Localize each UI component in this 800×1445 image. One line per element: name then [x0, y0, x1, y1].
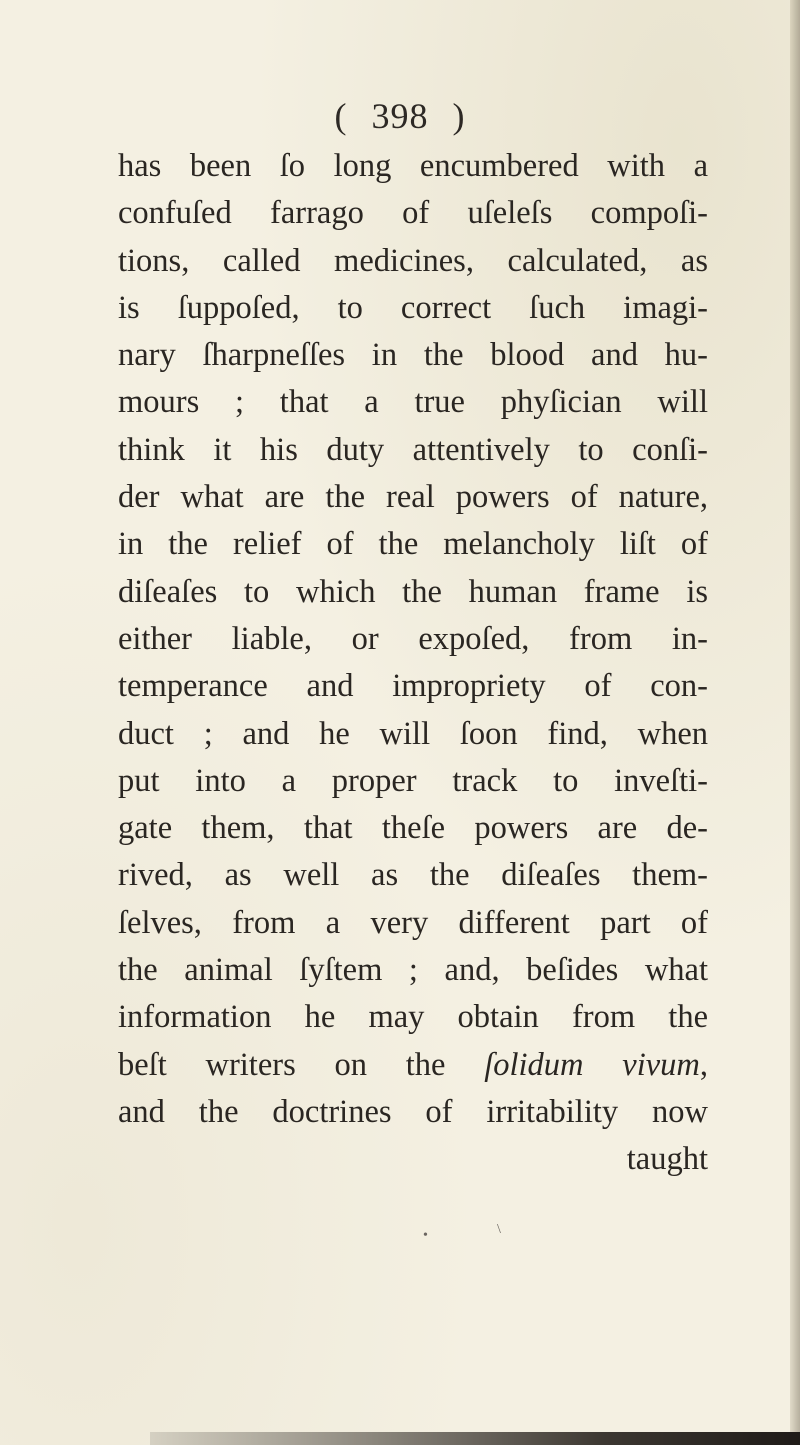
- paren-open: (: [334, 96, 348, 136]
- text-line: ſelves, from a very different part of: [118, 904, 708, 941]
- page-edge-shadow: [790, 0, 800, 1445]
- ink-speck: \: [497, 1222, 501, 1237]
- text-line: is ſuppoſed, to correct ſuch imagi-: [118, 289, 708, 326]
- page-header: [0, 96, 800, 136]
- italic-phrase: ſolidum vivum: [484, 1046, 700, 1083]
- text-line: rived, as well as the diſeaſes them-: [118, 857, 708, 894]
- body-text: [118, 143, 708, 1184]
- text-line: confuſed farrago of uſeleſs compoſi-: [118, 195, 708, 232]
- text-line: put into a proper track to inveſti-: [118, 762, 708, 799]
- page-number: 398: [371, 96, 429, 136]
- ink-speck: •: [423, 1228, 428, 1243]
- bottom-edge-shadow: [150, 1432, 800, 1445]
- text-line-mixed: [118, 1042, 708, 1089]
- text-line: mours ; that a true phyſician will: [118, 384, 708, 421]
- text-line: tions, called medicines, calculated, as: [118, 242, 708, 279]
- catchword: taught: [626, 1141, 708, 1178]
- text-line: temperance and impropriety of con-: [118, 668, 708, 705]
- text-line: diſeaſes to which the human frame is: [118, 573, 708, 610]
- text-segment: ,: [699, 1046, 709, 1083]
- text-line: either liable, or expoſed, from in-: [118, 620, 708, 657]
- text-line: has been ſo long encumbered with a: [118, 148, 708, 184]
- text-segment: beſt writers on the: [118, 1046, 446, 1083]
- paren-close: ): [452, 96, 466, 136]
- text-line: the animal ſyſtem ; and, beſides what: [118, 952, 708, 989]
- text-line: gate them, that theſe powers are de-: [118, 810, 708, 847]
- text-line: information he may obtain from the: [118, 999, 708, 1036]
- text-line: in the relief of the melancholy liſt of: [118, 526, 708, 563]
- text-line: and the doctrines of irritability now: [118, 1093, 708, 1130]
- text-line: der what are the real powers of nature,: [118, 479, 708, 516]
- text-line: duct ; and he will ſoon find, when: [118, 715, 708, 752]
- text-line: nary ſharpneſſes in the blood and hu-: [118, 337, 708, 374]
- text-line: think it his duty attentively to conſi-: [118, 431, 708, 468]
